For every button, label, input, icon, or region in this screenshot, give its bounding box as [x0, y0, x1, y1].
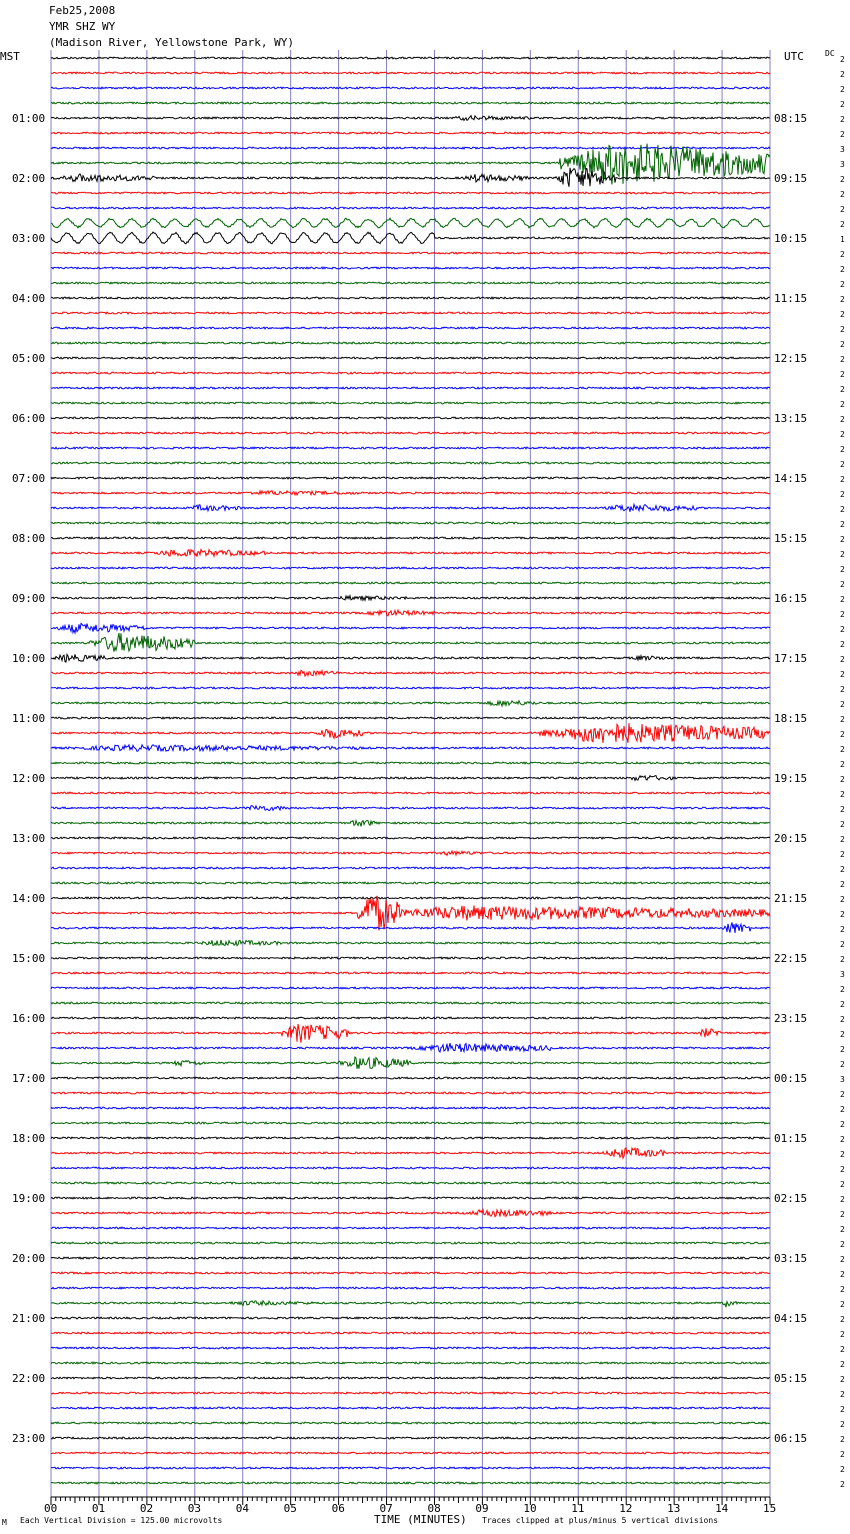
- dc-offset-label: 2: [840, 895, 845, 904]
- trace-line: [51, 1182, 770, 1184]
- utc-hour-label: 18:15: [774, 712, 808, 725]
- utc-hour-label: 03:15: [774, 1252, 808, 1265]
- dc-offset-label: 2: [840, 1060, 845, 1069]
- trace-line: [51, 776, 770, 781]
- dc-offset-label: 2: [840, 1270, 845, 1279]
- dc-offset-label: 2: [840, 415, 845, 424]
- utc-hour-label: 20:15: [774, 832, 808, 845]
- trace-line: [51, 610, 770, 616]
- dc-offset-label: 2: [840, 1285, 845, 1294]
- dc-offset-label: 2: [840, 175, 845, 184]
- dc-offset-label: 2: [840, 1360, 845, 1369]
- dc-offset-label: 3: [840, 145, 845, 154]
- x-tick-label: 11: [571, 1502, 585, 1515]
- utc-hour-label: 23:15: [774, 1012, 808, 1025]
- dc-offset-label: 2: [840, 1255, 845, 1264]
- trace-line: [51, 1122, 770, 1124]
- utc-hour-label: 10:15: [774, 232, 808, 245]
- dc-offset-label: 2: [840, 1330, 845, 1339]
- dc-offset-label: 2: [840, 1090, 845, 1099]
- x-tick-label: 12: [619, 1502, 633, 1515]
- dc-offset-label: 2: [840, 1240, 845, 1249]
- trace-line: [51, 745, 770, 752]
- utc-hour-label: 19:15: [774, 772, 808, 785]
- dc-offset-label: 2: [840, 460, 845, 469]
- dc-offset-label: 2: [840, 1480, 845, 1489]
- dc-offset-label: 2: [840, 745, 845, 754]
- mst-hour-label: 19:00: [12, 1192, 46, 1205]
- trace-line: [51, 1317, 770, 1319]
- dc-offset-label: 2: [840, 1045, 845, 1054]
- trace-line: [51, 1272, 770, 1274]
- x-tick-label: 08: [427, 1502, 441, 1515]
- trace-line: [51, 282, 770, 284]
- trace-line: [51, 402, 770, 404]
- trace-line: [51, 1242, 770, 1244]
- trace-line: [51, 1167, 770, 1169]
- trace-line: [51, 312, 770, 314]
- mst-hour-label: 08:00: [12, 532, 46, 545]
- dc-offset-label: 2: [840, 640, 845, 649]
- trace-line: [51, 218, 770, 228]
- left-timezone-label: MST: [0, 50, 20, 63]
- mst-hour-label: 03:00: [12, 232, 46, 245]
- dc-offset-label: 2: [840, 850, 845, 859]
- dc-offset-label: 2: [840, 340, 845, 349]
- dc-offset-label: 2: [840, 535, 845, 544]
- corner-mark: M: [2, 1518, 7, 1527]
- dc-offset-label: 2: [840, 835, 845, 844]
- dc-offset-label: 2: [840, 1435, 845, 1444]
- trace-line: [51, 1043, 770, 1052]
- x-tick-label: 15: [763, 1502, 777, 1515]
- trace-line: [51, 1227, 770, 1229]
- scale-note: Each Vertical Division = 125.00 microvolts: [20, 1516, 223, 1525]
- trace-line: [51, 192, 770, 194]
- x-tick-label: 06: [331, 1502, 345, 1515]
- dc-offset-label: 2: [840, 400, 845, 409]
- dc-offset-label: 2: [840, 1405, 845, 1414]
- mst-hour-label: 04:00: [12, 292, 46, 305]
- dc-offset-label: 3: [840, 970, 845, 979]
- utc-hour-label: 06:15: [774, 1432, 808, 1445]
- mst-hour-label: 16:00: [12, 1012, 46, 1025]
- trace-line: [51, 1332, 770, 1334]
- trace-line: [51, 147, 770, 149]
- dc-offset-label: 2: [840, 985, 845, 994]
- dc-offset-label: 1: [840, 235, 845, 244]
- chart-date: Feb25,2008: [49, 4, 116, 17]
- dc-offset-label: 2: [840, 295, 845, 304]
- dc-label: DC: [825, 49, 835, 58]
- dc-offset-label: 2: [840, 1450, 845, 1459]
- trace-line: [51, 57, 770, 59]
- dc-offset-label: 2: [840, 430, 845, 439]
- trace-line: [51, 670, 770, 676]
- utc-hour-label: 22:15: [774, 952, 808, 965]
- trace-line: [51, 116, 770, 121]
- trace-line: [51, 267, 770, 269]
- trace-line: [51, 1482, 770, 1484]
- trace-line: [51, 342, 770, 344]
- trace-line: [51, 504, 770, 511]
- mst-hour-label: 14:00: [12, 892, 46, 905]
- dc-offset-label: 2: [840, 715, 845, 724]
- utc-hour-label: 14:15: [774, 472, 808, 485]
- dc-offset-label: 2: [840, 355, 845, 364]
- trace-line: [51, 851, 770, 855]
- mst-hour-label: 07:00: [12, 472, 46, 485]
- utc-hour-label: 02:15: [774, 1192, 808, 1205]
- utc-hour-label: 13:15: [774, 412, 808, 425]
- trace-line: [51, 1092, 770, 1094]
- dc-offset-label: 2: [840, 1165, 845, 1174]
- x-tick-label: 10: [523, 1502, 537, 1515]
- dc-offset-label: 2: [840, 790, 845, 799]
- clip-note: Traces clipped at plus/minus 5 vertical divisions: [482, 1516, 719, 1525]
- x-tick-label: 05: [283, 1502, 297, 1515]
- dc-offset-label: 2: [840, 475, 845, 484]
- trace-line: [51, 687, 770, 689]
- trace-line: [51, 1422, 770, 1424]
- axes: [12, 55, 845, 1515]
- trace-line: [51, 447, 770, 449]
- mst-hour-label: 05:00: [12, 352, 46, 365]
- utc-hour-label: 05:15: [774, 1372, 808, 1385]
- dc-offset-label: 2: [840, 805, 845, 814]
- trace-line: [51, 1287, 770, 1289]
- dc-offset-label: 2: [840, 1150, 845, 1159]
- trace-line: [51, 897, 770, 899]
- trace-line: [51, 1467, 770, 1469]
- station-name: YMR SHZ WY: [49, 20, 116, 33]
- trace-line: [51, 132, 770, 134]
- dc-offset-label: 2: [840, 955, 845, 964]
- dc-offset-label: 2: [840, 820, 845, 829]
- trace-line: [51, 387, 770, 389]
- trace-line: [51, 207, 770, 209]
- dc-offset-label: 2: [840, 865, 845, 874]
- x-tick-label: 14: [715, 1502, 729, 1515]
- mst-hour-label: 13:00: [12, 832, 46, 845]
- dc-offset-label: 2: [840, 370, 845, 379]
- trace-line: [51, 596, 770, 601]
- trace-line: [51, 1301, 770, 1307]
- dc-offset-label: 2: [840, 550, 845, 559]
- dc-offset-label: 2: [840, 1315, 845, 1324]
- dc-offset-label: 2: [840, 925, 845, 934]
- dc-offset-label: 2: [840, 220, 845, 229]
- mst-hour-label: 22:00: [12, 1372, 46, 1385]
- dc-offset-label: 2: [840, 1195, 845, 1204]
- dc-offset-label: 2: [840, 520, 845, 529]
- trace-line: [51, 1452, 770, 1454]
- trace-line: [51, 417, 770, 419]
- dc-offset-label: 2: [840, 595, 845, 604]
- dc-offset-label: 2: [840, 310, 845, 319]
- dc-offset-label: 2: [840, 325, 845, 334]
- utc-hour-label: 00:15: [774, 1072, 808, 1085]
- dc-offset-label: 2: [840, 775, 845, 784]
- trace-line: [51, 87, 770, 89]
- trace-line: [51, 297, 770, 299]
- mst-hour-label: 17:00: [12, 1072, 46, 1085]
- mst-hour-label: 11:00: [12, 712, 46, 725]
- dc-offset-label: 2: [840, 70, 845, 79]
- trace-line: [51, 717, 770, 719]
- trace-line: [51, 896, 770, 931]
- dc-offset-label: 2: [840, 505, 845, 514]
- dc-offset-label: 2: [840, 250, 845, 259]
- dc-offset-label: 2: [840, 1225, 845, 1234]
- trace-line: [51, 1362, 770, 1364]
- seismic-traces: [51, 57, 770, 1484]
- trace-line: [51, 1197, 770, 1199]
- trace-line: [51, 940, 770, 946]
- trace-line: [51, 1002, 770, 1004]
- dc-offset-label: 2: [840, 280, 845, 289]
- trace-line: [51, 1257, 770, 1259]
- dc-offset-label: 2: [840, 1375, 845, 1384]
- mst-hour-label: 20:00: [12, 1252, 46, 1265]
- trace-line: [51, 654, 770, 662]
- dc-offset-label: 2: [840, 655, 845, 664]
- trace-line: [51, 623, 770, 633]
- trace-line: [51, 972, 770, 974]
- dc-offset-label: 2: [840, 100, 845, 109]
- mst-hour-label: 10:00: [12, 652, 46, 665]
- dc-offset-label: 2: [840, 700, 845, 709]
- utc-hour-label: 17:15: [774, 652, 808, 665]
- mst-hour-label: 23:00: [12, 1432, 46, 1445]
- dc-offset-label: 2: [840, 1210, 845, 1219]
- dc-offset-label: 2: [840, 880, 845, 889]
- trace-line: [51, 1210, 770, 1217]
- utc-hour-label: 01:15: [774, 1132, 808, 1145]
- dc-offset-label: 2: [840, 490, 845, 499]
- x-tick-label: 03: [187, 1502, 202, 1515]
- dc-offset-label: 2: [840, 55, 845, 64]
- x-tick-label: 09: [475, 1502, 489, 1515]
- mst-hour-label: 12:00: [12, 772, 46, 785]
- mst-hour-label: 21:00: [12, 1312, 46, 1325]
- dc-offset-label: 2: [840, 385, 845, 394]
- trace-line: [51, 491, 770, 495]
- dc-offset-label: 2: [840, 685, 845, 694]
- x-tick-label: 00: [44, 1502, 58, 1515]
- trace-line: [51, 432, 770, 434]
- dc-offset-label: 2: [840, 1345, 845, 1354]
- dc-offset-label: 2: [840, 1180, 845, 1189]
- dc-offset-label: 2: [840, 190, 845, 199]
- trace-line: [51, 522, 770, 524]
- trace-line: [51, 550, 770, 557]
- trace-line: [51, 1377, 770, 1379]
- x-axis-title: TIME (MINUTES): [374, 1513, 467, 1526]
- trace-line: [51, 957, 770, 959]
- mst-hour-label: 18:00: [12, 1132, 46, 1145]
- trace-line: [51, 1407, 770, 1409]
- dc-offset-label: 2: [840, 1420, 845, 1429]
- dc-offset-label: 2: [840, 115, 845, 124]
- mst-hour-label: 15:00: [12, 952, 46, 965]
- dc-offset-label: 2: [840, 1030, 845, 1039]
- x-tick-label: 13: [667, 1502, 681, 1515]
- trace-line: [51, 168, 770, 187]
- trace-line: [51, 252, 770, 254]
- utc-hour-label: 09:15: [774, 172, 808, 185]
- trace-line: [51, 821, 770, 827]
- station-location: (Madison River, Yellowstone Park, WY): [49, 36, 295, 49]
- x-tick-label: 07: [379, 1502, 393, 1515]
- dc-offset-label: 3: [840, 160, 845, 169]
- mst-hour-label: 06:00: [12, 412, 46, 425]
- dc-offset-label: 2: [840, 205, 845, 214]
- x-tick-label: 01: [91, 1502, 106, 1515]
- trace-line: [51, 1024, 770, 1043]
- dc-offset-label: 2: [840, 85, 845, 94]
- utc-hour-label: 08:15: [774, 112, 808, 125]
- mst-hour-label: 01:00: [12, 112, 46, 125]
- trace-line: [51, 1437, 770, 1439]
- trace-line: [51, 1017, 770, 1019]
- trace-line: [51, 762, 770, 764]
- trace-line: [51, 462, 770, 464]
- dc-offset-label: 2: [840, 1120, 845, 1129]
- dc-offset-label: 2: [840, 940, 845, 949]
- dc-offset-label: 2: [840, 1300, 845, 1309]
- trace-line: [51, 806, 770, 811]
- dc-offset-label: 2: [840, 670, 845, 679]
- trace-line: [51, 232, 770, 244]
- utc-hour-label: 12:15: [774, 352, 808, 365]
- dc-offset-label: 2: [840, 265, 845, 274]
- utc-hour-label: 04:15: [774, 1312, 808, 1325]
- trace-line: [51, 1057, 770, 1069]
- trace-line: [51, 1107, 770, 1109]
- dc-offset-label: 2: [840, 610, 845, 619]
- dc-offset-label: 2: [840, 760, 845, 769]
- right-timezone-label: UTC: [784, 50, 804, 63]
- trace-line: [51, 537, 770, 539]
- x-tick-label: 02: [139, 1502, 154, 1515]
- trace-line: [51, 477, 770, 479]
- mst-hour-label: 09:00: [12, 592, 46, 605]
- dc-offset-label: 2: [840, 730, 845, 739]
- utc-hour-label: 15:15: [774, 532, 808, 545]
- trace-line: [51, 1392, 770, 1394]
- trace-line: [51, 723, 770, 743]
- dc-offset-label: 3: [840, 1075, 845, 1084]
- trace-line: [51, 1347, 770, 1349]
- trace-line: [51, 102, 770, 104]
- trace-line: [51, 923, 770, 933]
- trace-line: [51, 327, 770, 329]
- utc-hour-label: 21:15: [774, 892, 808, 905]
- utc-hour-label: 16:15: [774, 592, 808, 605]
- trace-line: [51, 837, 770, 839]
- trace-line: [51, 882, 770, 884]
- trace-line: [51, 867, 770, 869]
- dc-offset-label: 2: [840, 565, 845, 574]
- mst-hour-label: 02:00: [12, 172, 46, 185]
- dc-offset-label: 2: [840, 625, 845, 634]
- trace-line: [51, 357, 770, 359]
- trace-line: [51, 987, 770, 989]
- trace-line: [51, 701, 770, 706]
- trace-line: [51, 582, 770, 584]
- trace-line: [51, 372, 770, 374]
- dc-offset-label: 2: [840, 1000, 845, 1009]
- dc-offset-label: 2: [840, 1390, 845, 1399]
- dc-offset-label: 2: [840, 1015, 845, 1024]
- dc-offset-label: 2: [840, 445, 845, 454]
- dc-offset-label: 2: [840, 1105, 845, 1114]
- dc-offset-label: 2: [840, 1135, 845, 1144]
- trace-line: [51, 567, 770, 569]
- trace-line: [51, 1148, 770, 1158]
- dc-offset-label: 2: [840, 1465, 845, 1474]
- dc-offset-label: 2: [840, 130, 845, 139]
- x-tick-label: 04: [235, 1502, 249, 1515]
- trace-line: [51, 1137, 770, 1139]
- utc-hour-label: 11:15: [774, 292, 808, 305]
- trace-line: [51, 633, 770, 652]
- dc-offset-label: 2: [840, 910, 845, 919]
- trace-line: [51, 792, 770, 794]
- trace-line: [51, 72, 770, 74]
- dc-offset-label: 2: [840, 580, 845, 589]
- trace-line: [51, 1077, 770, 1079]
